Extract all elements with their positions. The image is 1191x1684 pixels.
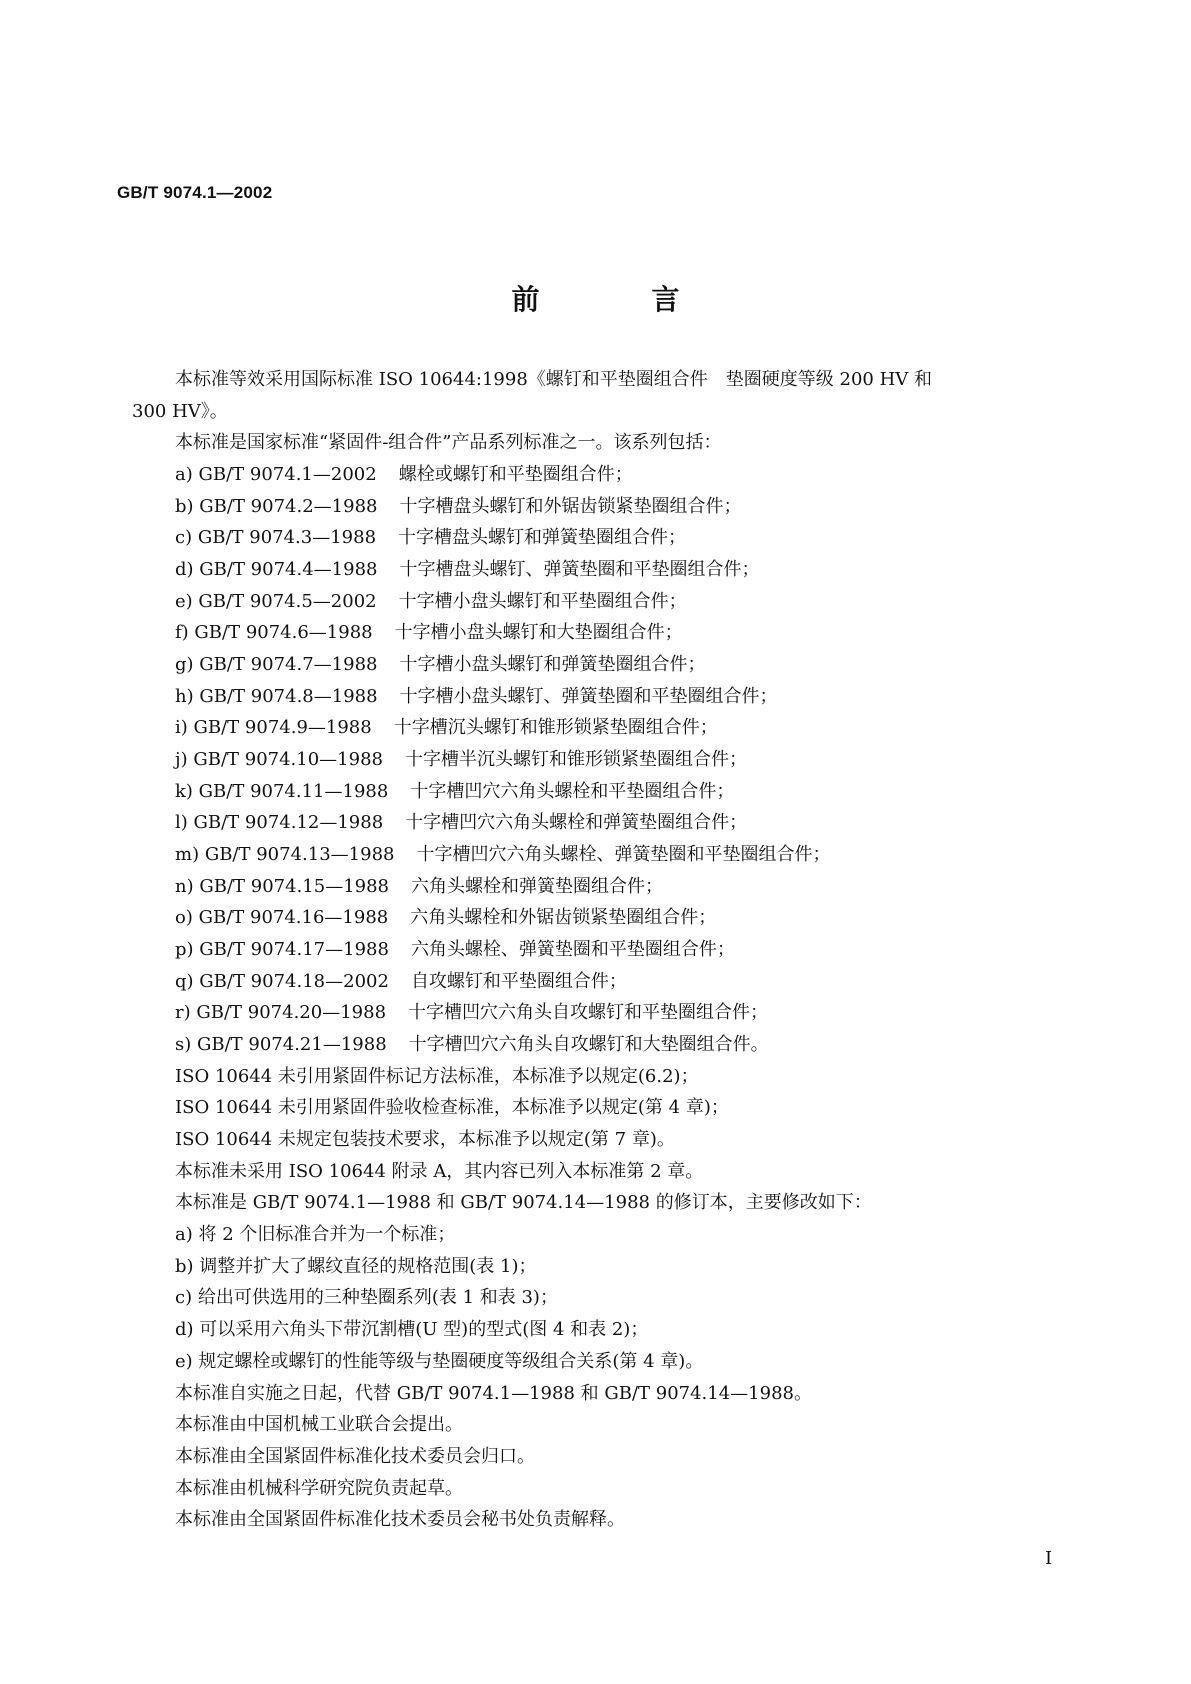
series-list (132, 459, 1067, 1061)
standard-code: GB/T 9074.16—1988 (198, 907, 389, 929)
item-label: m) (175, 844, 200, 866)
item-label: b) (175, 495, 194, 517)
changes-line: d) 可以采用六角头下带沉割槽(U 型)的型式(图 4 和表 2)； (175, 1319, 649, 1341)
closing-line: 本标准由机械科学研究院负责起草。 (175, 1477, 463, 1499)
list-item (132, 681, 1067, 713)
standard-code: GB/T 9074.5—2002 (198, 590, 377, 612)
title-char: 前 (511, 283, 540, 316)
standard-title: 六角头螺栓、弹簧垫圈和平垫圈组合件； (410, 939, 735, 961)
item-label: j) (175, 749, 188, 771)
standard-code: GB/T 9074.20—1988 (196, 1002, 387, 1024)
list-item (132, 1029, 1067, 1061)
closing-line: 本标准由全国紧固件标准化技术委员会秘书处负责解释。 (175, 1509, 625, 1531)
item-label: l) (175, 812, 188, 834)
list-item (132, 839, 1067, 871)
standard-code: GB/T 9074.15—1988 (199, 875, 390, 897)
list-item (132, 997, 1067, 1029)
item-label: o) (175, 907, 193, 929)
standard-title: 自攻螺钉和平垫圈组合件； (410, 970, 627, 992)
standard-code: GB/T 9074.1—2002 (198, 464, 377, 486)
notes-line: ISO 10644 未引用紧固件验收检查标准，本标准予以规定(第 4 章)； (175, 1097, 729, 1119)
changes-line: a) 将 2 个旧标准合并为一个标准； (175, 1224, 456, 1246)
notes-list (132, 1061, 1067, 1219)
list-item (132, 934, 1067, 966)
standard-title: 六角头螺栓和弹簧垫圈组合件； (411, 875, 664, 897)
item-label: i) (175, 717, 188, 739)
intro-line: 本标准等效采用国际标准 ISO 10644:1998《螺钉和平垫圈组合件 垫圈硬度等级 200 HV 和 (175, 369, 932, 390)
item-label: k) (175, 780, 193, 802)
standard-code: GB/T 9074.6—1988 (194, 622, 373, 644)
changes-list (132, 1219, 1067, 1377)
list-item (132, 522, 1067, 554)
standard-code: GB/T 9074.18—2002 (199, 970, 389, 992)
list-item (132, 776, 1067, 808)
list-item (132, 744, 1067, 776)
standard-title: 十字槽小盘头螺钉、弹簧垫圈和平垫圈组合件； (399, 685, 778, 707)
list-item (132, 491, 1067, 523)
standard-code: GB/T 9074.10—1988 (193, 749, 383, 771)
standard-title: 十字槽凹穴六角头自攻螺钉和大垫圈组合件。 (408, 1034, 769, 1056)
intro-line: 300 HV》。 (132, 400, 228, 422)
standard-title: 十字槽小盘头螺钉和弹簧垫圈组合件； (399, 654, 706, 676)
standard-title: 螺栓或螺钉和平垫圈组合件； (398, 464, 633, 486)
standard-title: 十字槽凹穴六角头自攻螺钉和平垫圈组合件； (408, 1002, 769, 1024)
item-label: d) (175, 559, 194, 581)
standard-title: 六角头螺栓和外锯齿锁紧垫圈组合件； (410, 907, 717, 929)
standard-title: 十字槽凹穴六角头螺栓和平垫圈组合件； (410, 780, 735, 802)
standard-title: 十字槽盘头螺钉、弹簧垫圈和平垫圈组合件； (399, 559, 760, 581)
standard-code: GB/T 9074.17—1988 (199, 939, 389, 961)
list-item (132, 902, 1067, 934)
standard-title: 十字槽半沉头螺钉和锥形锁紧垫圈组合件； (405, 749, 747, 771)
standard-code: GB/T 9074.11—1988 (198, 780, 389, 802)
standard-code: GB/T 9074.21—1988 (197, 1034, 387, 1056)
item-label: p) (175, 939, 194, 961)
standard-title: 十字槽凹穴六角头螺栓、弹簧垫圈和平垫圈组合件； (416, 844, 831, 866)
page-title (0, 278, 1191, 318)
list-item (132, 586, 1067, 618)
standard-code: GB/T 9074.4—1988 (199, 559, 378, 581)
changes-line: e) 规定螺栓或螺钉的性能等级与垫圈硬度等级组合关系(第 4 章)。 (175, 1350, 704, 1372)
closing-line: 本标准由全国紧固件标准化技术委员会归口。 (175, 1445, 535, 1467)
standard-title: 十字槽盘头螺钉和弹簧垫圈组合件； (398, 527, 687, 549)
standard-code: GB/T 9074.2—1988 (199, 495, 378, 517)
standard-code: GB/T 9074.13—1988 (204, 844, 395, 866)
list-item (132, 649, 1067, 681)
title-char: 言 (651, 283, 680, 316)
standard-title: 十字槽沉头螺钉和锥形锁紧垫圈组合件； (393, 717, 718, 739)
foreword-body (132, 364, 1067, 1536)
closing-line: 本标准自实施之日起，代替 GB/T 9074.1—1988 和 GB/T 9074.14—1988。 (175, 1382, 812, 1404)
item-label: e) (175, 590, 193, 612)
item-label: r) (175, 1002, 191, 1024)
standard-code: GB/T 9074.8—1988 (199, 685, 378, 707)
standard-code: GB/T 9074.9—1988 (193, 717, 372, 739)
item-label: s) (175, 1034, 192, 1056)
item-label: g) (175, 654, 194, 676)
notes-line: 本标准未采用 ISO 10644 附录 A，其内容已列入本标准第 2 章。 (175, 1160, 704, 1182)
item-label: c) (175, 527, 193, 549)
list-item (132, 617, 1067, 649)
standard-title: 十字槽小盘头螺钉和大垫圈组合件； (394, 622, 683, 644)
list-item (132, 459, 1067, 491)
standard-number: GB/T 9074.1—2002 (117, 183, 273, 202)
notes-line: ISO 10644 未引用紧固件标记方法标准，本标准予以规定(6.2)； (175, 1065, 699, 1087)
item-label: a) (175, 464, 193, 486)
series-intro: 本标准是国家标准“紧固件-组合件”产品系列标准之一。该系列包括： (175, 432, 722, 454)
standard-code: GB/T 9074.12—1988 (193, 812, 384, 834)
list-item (132, 966, 1067, 998)
standard-code: GB/T 9074.7—1988 (199, 654, 378, 676)
item-label: n) (175, 875, 194, 897)
closing-list (132, 1378, 1067, 1536)
item-label: f) (175, 622, 189, 644)
list-item (132, 807, 1067, 839)
list-item (132, 712, 1067, 744)
standard-title: 十字槽小盘头螺钉和平垫圈组合件； (398, 590, 687, 612)
list-item (132, 554, 1067, 586)
standard-code: GB/T 9074.3—1988 (197, 527, 377, 549)
item-label: h) (175, 685, 194, 707)
item-label: q) (175, 970, 194, 992)
standard-title: 十字槽盘头螺钉和外锯齿锁紧垫圈组合件； (399, 495, 742, 517)
standard-title: 十字槽凹穴六角头螺栓和弹簧垫圈组合件； (405, 812, 748, 834)
notes-line: 本标准是 GB/T 9074.1—1988 和 GB/T 9074.14—1988 的修订本，主要修改如下： (175, 1192, 872, 1214)
notes-line: ISO 10644 未规定包装技术要求，本标准予以规定(第 7 章)。 (175, 1129, 675, 1151)
closing-line: 本标准由中国机械工业联合会提出。 (175, 1414, 463, 1436)
list-item (132, 871, 1067, 903)
changes-line: c) 给出可供选用的三种垫圈系列(表 1 和表 3)； (175, 1287, 558, 1309)
page-number: I (1045, 1548, 1053, 1569)
changes-line: b) 调整并扩大了螺纹直径的规格范围(表 1)； (175, 1255, 537, 1277)
